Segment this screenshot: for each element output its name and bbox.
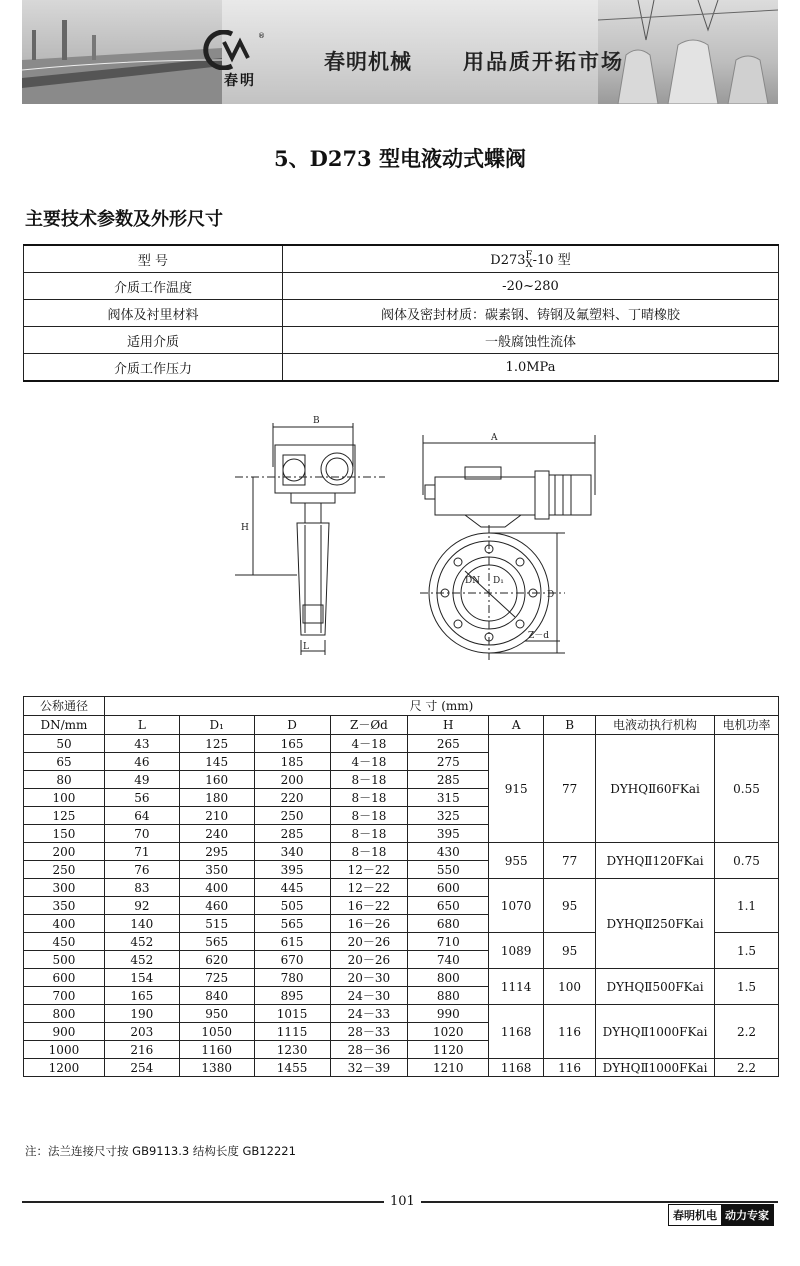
banner-company-name: 春明机械: [324, 50, 412, 74]
cell-d1: 1380: [179, 1059, 254, 1077]
cell-h: 1020: [408, 1023, 489, 1041]
cell-b: 116: [544, 1005, 596, 1059]
cell-d: 340: [254, 843, 330, 861]
footer-brand-right: 动力专家: [721, 1205, 773, 1225]
header-power: 电机功率: [715, 716, 779, 735]
cell-dn: 600: [24, 969, 105, 987]
cell-h: 285: [408, 771, 489, 789]
spec-label: 阀体及衬里材料: [24, 300, 283, 327]
model-sup: F: [525, 250, 533, 262]
cell-l: 216: [104, 1041, 179, 1059]
cell-dn: 700: [24, 987, 105, 1005]
spec-value: 1.0MPa: [283, 354, 779, 382]
spec-value: -20~280: [283, 273, 779, 300]
cell-dn: 100: [24, 789, 105, 807]
cell-power: 1.5: [715, 933, 779, 969]
cell-zd: 24－30: [330, 987, 408, 1005]
label-A: A: [491, 433, 498, 443]
header-nominal: [24, 697, 105, 716]
cell-power: 0.55: [715, 735, 779, 843]
cell-d: 220: [254, 789, 330, 807]
cell-power: 1.5: [715, 969, 779, 1005]
cell-d1: 145: [179, 753, 254, 771]
cell-dn: 125: [24, 807, 105, 825]
header-B: B: [544, 716, 596, 735]
cell-d: 185: [254, 753, 330, 771]
dimensions-table: [23, 696, 779, 1077]
cell-l: 203: [104, 1023, 179, 1041]
cell-zd: 8－18: [330, 807, 408, 825]
cell-dn: 250: [24, 861, 105, 879]
banner-slogan: 用品质开拓市场: [463, 50, 624, 74]
cell-dn: 65: [24, 753, 105, 771]
cell-h: 275: [408, 753, 489, 771]
cell-zd: 16－22: [330, 897, 408, 915]
cell-l: 83: [104, 879, 179, 897]
cell-a: 1070: [489, 879, 544, 933]
cell-a: 915: [489, 735, 544, 843]
cell-actuator: DYHQⅡ500FKai: [596, 969, 715, 1005]
cell-b: 77: [544, 843, 596, 879]
company-logo-icon: [202, 30, 268, 70]
front-view: [420, 433, 595, 660]
label-Zd: Z－d: [528, 631, 550, 641]
header-A: A: [489, 716, 544, 735]
cell-b: 95: [544, 879, 596, 933]
cell-dn: 900: [24, 1023, 105, 1041]
header-nominal-2: DN/mm: [24, 716, 105, 735]
cell-d: 1230: [254, 1041, 330, 1059]
cell-power: 1.1: [715, 879, 779, 933]
cell-h: 1210: [408, 1059, 489, 1077]
side-view: [235, 416, 385, 655]
cell-actuator: DYHQⅡ60FKai: [596, 735, 715, 843]
spec-row: [24, 354, 779, 382]
cell-zd: 12－22: [330, 861, 408, 879]
cell-h: 315: [408, 789, 489, 807]
cell-l: 76: [104, 861, 179, 879]
cell-l: 154: [104, 969, 179, 987]
cell-l: 43: [104, 735, 179, 753]
cell-zd: 8－18: [330, 771, 408, 789]
banner-power-plant-scene-right: [598, 0, 778, 104]
cell-zd: 8－18: [330, 789, 408, 807]
cell-a: 1168: [489, 1059, 544, 1077]
cell-dn: 450: [24, 933, 105, 951]
cell-d1: 950: [179, 1005, 254, 1023]
cell-d: 200: [254, 771, 330, 789]
cell-power: 0.75: [715, 843, 779, 879]
cell-d1: 295: [179, 843, 254, 861]
cell-l: 71: [104, 843, 179, 861]
header-size: 尺 寸 (mm): [104, 697, 778, 716]
cell-a: 1089: [489, 933, 544, 969]
cell-l: 254: [104, 1059, 179, 1077]
spec-label: 型 号: [24, 245, 283, 273]
cell-d1: 400: [179, 879, 254, 897]
cell-dn: 150: [24, 825, 105, 843]
label-D: D: [547, 590, 555, 600]
cell-actuator: DYHQⅡ1000FKai: [596, 1005, 715, 1059]
cell-dn: 80: [24, 771, 105, 789]
cell-d: 895: [254, 987, 330, 1005]
cell-h: 395: [408, 825, 489, 843]
header-row: [24, 697, 779, 716]
cell-l: 452: [104, 933, 179, 951]
section-title: 主要技术参数及外形尺寸: [25, 209, 223, 230]
label-H: H: [241, 523, 249, 533]
spec-model-value: [283, 245, 779, 273]
cell-d: 285: [254, 825, 330, 843]
cell-dn: 350: [24, 897, 105, 915]
cell-l: 140: [104, 915, 179, 933]
header-H: H: [408, 716, 489, 735]
cell-d1: 350: [179, 861, 254, 879]
footnote: 注：法兰连接尺寸按 GB9113.3 结构长度 GB12221: [25, 1144, 296, 1158]
cell-zd: 4－18: [330, 753, 408, 771]
spec-value: 阀体及密封材质：碳素钢、铸钢及氟塑料、丁晴橡胶: [283, 300, 779, 327]
cell-dn: 500: [24, 951, 105, 969]
cell-dn: 1200: [24, 1059, 105, 1077]
cell-d1: 125: [179, 735, 254, 753]
cell-a: 955: [489, 843, 544, 879]
cell-h: 800: [408, 969, 489, 987]
cell-l: 46: [104, 753, 179, 771]
cell-dn: 800: [24, 1005, 105, 1023]
cell-l: 70: [104, 825, 179, 843]
cell-l: 92: [104, 897, 179, 915]
cell-l: 56: [104, 789, 179, 807]
cell-zd: 4－18: [330, 735, 408, 753]
cell-a: 1168: [489, 1005, 544, 1059]
footer-brand-left: 春明机电: [669, 1205, 721, 1225]
cell-zd: 24－33: [330, 1005, 408, 1023]
cell-h: 880: [408, 987, 489, 1005]
model-suffix: -10 型: [532, 252, 571, 268]
table-row: [24, 1005, 779, 1023]
header-row: [24, 716, 779, 735]
cell-d1: 460: [179, 897, 254, 915]
cell-zd: 16－26: [330, 915, 408, 933]
cell-d1: 725: [179, 969, 254, 987]
spec-row: [24, 273, 779, 300]
cell-zd: 20－30: [330, 969, 408, 987]
spec-label: 适用介质: [24, 327, 283, 354]
label-DN: DN: [465, 576, 481, 586]
cell-h: 990: [408, 1005, 489, 1023]
cell-d: 1115: [254, 1023, 330, 1041]
cell-d1: 1160: [179, 1041, 254, 1059]
cell-d: 505: [254, 897, 330, 915]
table-row: [24, 843, 779, 861]
footer-brand: [668, 1204, 774, 1226]
cell-actuator: DYHQⅡ250FKai: [596, 879, 715, 969]
cell-h: 430: [408, 843, 489, 861]
cell-d1: 240: [179, 825, 254, 843]
cell-zd: 28－36: [330, 1041, 408, 1059]
cell-h: 600: [408, 879, 489, 897]
label-D1: D₁: [493, 576, 504, 586]
spec-label: 介质工作压力: [24, 354, 283, 382]
cell-zd: 32－39: [330, 1059, 408, 1077]
header-L: L: [104, 716, 179, 735]
model-sub: X: [525, 259, 533, 271]
cell-d1: 840: [179, 987, 254, 1005]
cell-d1: 1050: [179, 1023, 254, 1041]
cell-h: 680: [408, 915, 489, 933]
table-row: [24, 735, 779, 753]
spec-table: [23, 244, 779, 382]
cell-dn: 400: [24, 915, 105, 933]
cell-dn: 200: [24, 843, 105, 861]
spec-value: 一般腐蚀性流体: [283, 327, 779, 354]
cell-d1: 620: [179, 951, 254, 969]
header-D1: D₁: [179, 716, 254, 735]
cell-h: 650: [408, 897, 489, 915]
cell-dn: 300: [24, 879, 105, 897]
cell-d: 780: [254, 969, 330, 987]
header-actuator: 电液动执行机构: [596, 716, 715, 735]
spec-row: [24, 327, 779, 354]
valve-technical-drawing: [225, 405, 610, 665]
spec-row: [24, 245, 779, 273]
cell-zd: 12－22: [330, 879, 408, 897]
cell-d: 395: [254, 861, 330, 879]
cell-h: 1120: [408, 1041, 489, 1059]
cell-b: 100: [544, 969, 596, 1005]
cell-h: 325: [408, 807, 489, 825]
cell-d: 615: [254, 933, 330, 951]
cell-h: 740: [408, 951, 489, 969]
cell-actuator: DYHQⅡ1000FKai: [596, 1059, 715, 1077]
header-banner: [22, 0, 778, 104]
cell-d1: 210: [179, 807, 254, 825]
cell-d1: 160: [179, 771, 254, 789]
cell-l: 49: [104, 771, 179, 789]
header-D: D: [254, 716, 330, 735]
header-Zd: Z－Ød: [330, 716, 408, 735]
page-title: 5、D273 型电液动式蝶阀: [274, 146, 526, 171]
model-prefix: D273: [490, 252, 526, 268]
cell-b: 77: [544, 735, 596, 843]
banner-industrial-scene-left: [22, 0, 222, 104]
cell-l: 190: [104, 1005, 179, 1023]
cell-d: 250: [254, 807, 330, 825]
cell-h: 550: [408, 861, 489, 879]
label-B: B: [313, 416, 320, 426]
cell-zd: 20－26: [330, 951, 408, 969]
cell-b: 95: [544, 933, 596, 969]
svg-text:®: ®: [258, 32, 265, 40]
cell-zd: 8－18: [330, 825, 408, 843]
cell-d: 670: [254, 951, 330, 969]
spec-row: [24, 300, 779, 327]
cell-d1: 515: [179, 915, 254, 933]
cell-h: 265: [408, 735, 489, 753]
cell-l: 165: [104, 987, 179, 1005]
table-row: [24, 1059, 779, 1077]
cell-d: 1455: [254, 1059, 330, 1077]
cell-d: 445: [254, 879, 330, 897]
cell-d: 1015: [254, 1005, 330, 1023]
table-row: [24, 879, 779, 897]
logo-text: 春明: [224, 73, 256, 89]
cell-power: 2.2: [715, 1005, 779, 1059]
cell-b: 116: [544, 1059, 596, 1077]
cell-h: 710: [408, 933, 489, 951]
cell-l: 452: [104, 951, 179, 969]
cell-d: 565: [254, 915, 330, 933]
cell-dn: 1000: [24, 1041, 105, 1059]
page-number: 101: [384, 1194, 421, 1209]
table-row: [24, 969, 779, 987]
header-nominal-1: 公称通径: [39, 699, 88, 713]
label-L: L: [303, 642, 309, 652]
cell-actuator: DYHQⅡ120FKai: [596, 843, 715, 879]
cell-power: 2.2: [715, 1059, 779, 1077]
cell-d1: 180: [179, 789, 254, 807]
cell-zd: 28－33: [330, 1023, 408, 1041]
cell-zd: 20－26: [330, 933, 408, 951]
cell-d1: 565: [179, 933, 254, 951]
cell-dn: 50: [24, 735, 105, 753]
spec-label: 介质工作温度: [24, 273, 283, 300]
cell-d: 165: [254, 735, 330, 753]
cell-a: 1114: [489, 969, 544, 1005]
cell-zd: 8－18: [330, 843, 408, 861]
cell-l: 64: [104, 807, 179, 825]
